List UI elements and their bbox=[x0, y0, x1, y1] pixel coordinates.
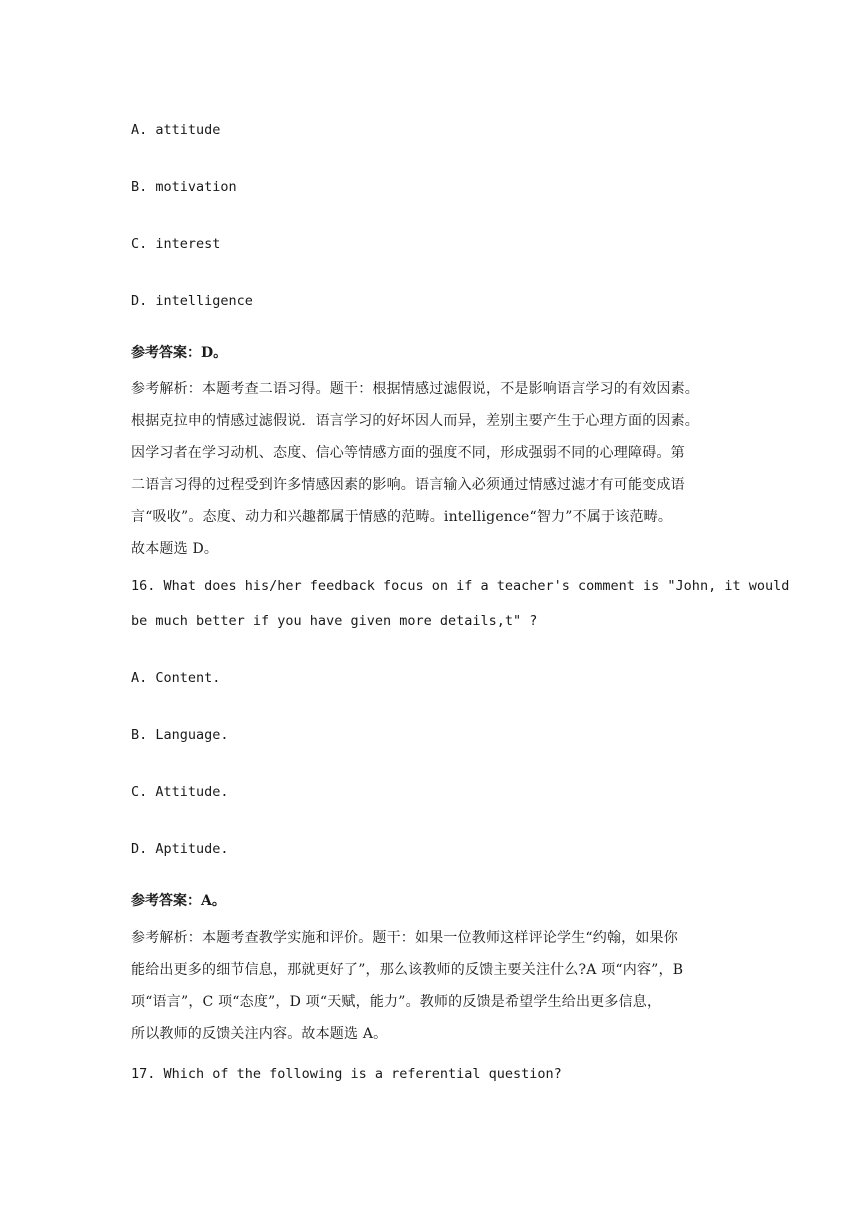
q16-option-a: A. Content. bbox=[131, 670, 221, 686]
q16-analysis-line: 参考解析：本题考查教学实施和评价。题干：如果一位教师这样评论学生“约翰，如果你 bbox=[131, 930, 678, 946]
q15-option-b: B. motivation bbox=[131, 179, 237, 195]
q16-option-d: D. Aptitude. bbox=[131, 841, 229, 857]
q16-question-line: 16. What does his/her feedback focus on if a teacher's comment is "John, it would bbox=[131, 578, 790, 594]
q15-analysis-line: 言“吸收”。态度、动力和兴趣都属于情感的范畴。intelligence“智力”不属于该范畴。 bbox=[131, 509, 673, 525]
q15-option-c: C. interest bbox=[131, 236, 221, 252]
q15-analysis-line: 因学习者在学习动机、态度、信心等情感方面的强度不同，形成强弱不同的心理障碍。第 bbox=[131, 445, 685, 461]
q15-answer: 参考答案：D。 bbox=[131, 345, 228, 361]
q15-analysis-line: 参考解析：本题考查二语习得。题干：根据情感过滤假说，不是影响语言学习的有效因素。 bbox=[131, 381, 699, 397]
q16-option-b: B. Language. bbox=[131, 727, 229, 743]
q16-analysis-line: 项“语言”，C 项“态度”，D 项“天赋，能力”。教师的反馈是希望学生给出更多信息， bbox=[131, 994, 662, 1010]
q15-analysis-line: 根据克拉申的情感过滤假说．语言学习的好坏因人而异，差别主要产生于心理方面的因素。 bbox=[131, 413, 699, 429]
q16-analysis-line: 所以教师的反馈关注内容。故本题选 A。 bbox=[131, 1026, 388, 1042]
q15-analysis-line: 故本题选 D。 bbox=[131, 541, 219, 557]
q16-question-line: be much better if you have given more details,t" ? bbox=[131, 613, 538, 629]
q17-question: 17. Which of the following is a referential question? bbox=[131, 1066, 562, 1082]
q16-answer: 参考答案：A。 bbox=[131, 893, 226, 909]
q15-option-d: D. intelligence bbox=[131, 293, 253, 309]
q16-option-c: C. Attitude. bbox=[131, 784, 229, 800]
q15-analysis-line: 二语言习得的过程受到许多情感因素的影响。语言输入必须通过情感过滤才有可能变成语 bbox=[131, 477, 685, 493]
q16-analysis-line: 能给出更多的细节信息，那就更好了”，那么该教师的反馈主要关注什么?A 项“内容”，B bbox=[131, 962, 684, 978]
q15-option-a: A. attitude bbox=[131, 122, 221, 138]
